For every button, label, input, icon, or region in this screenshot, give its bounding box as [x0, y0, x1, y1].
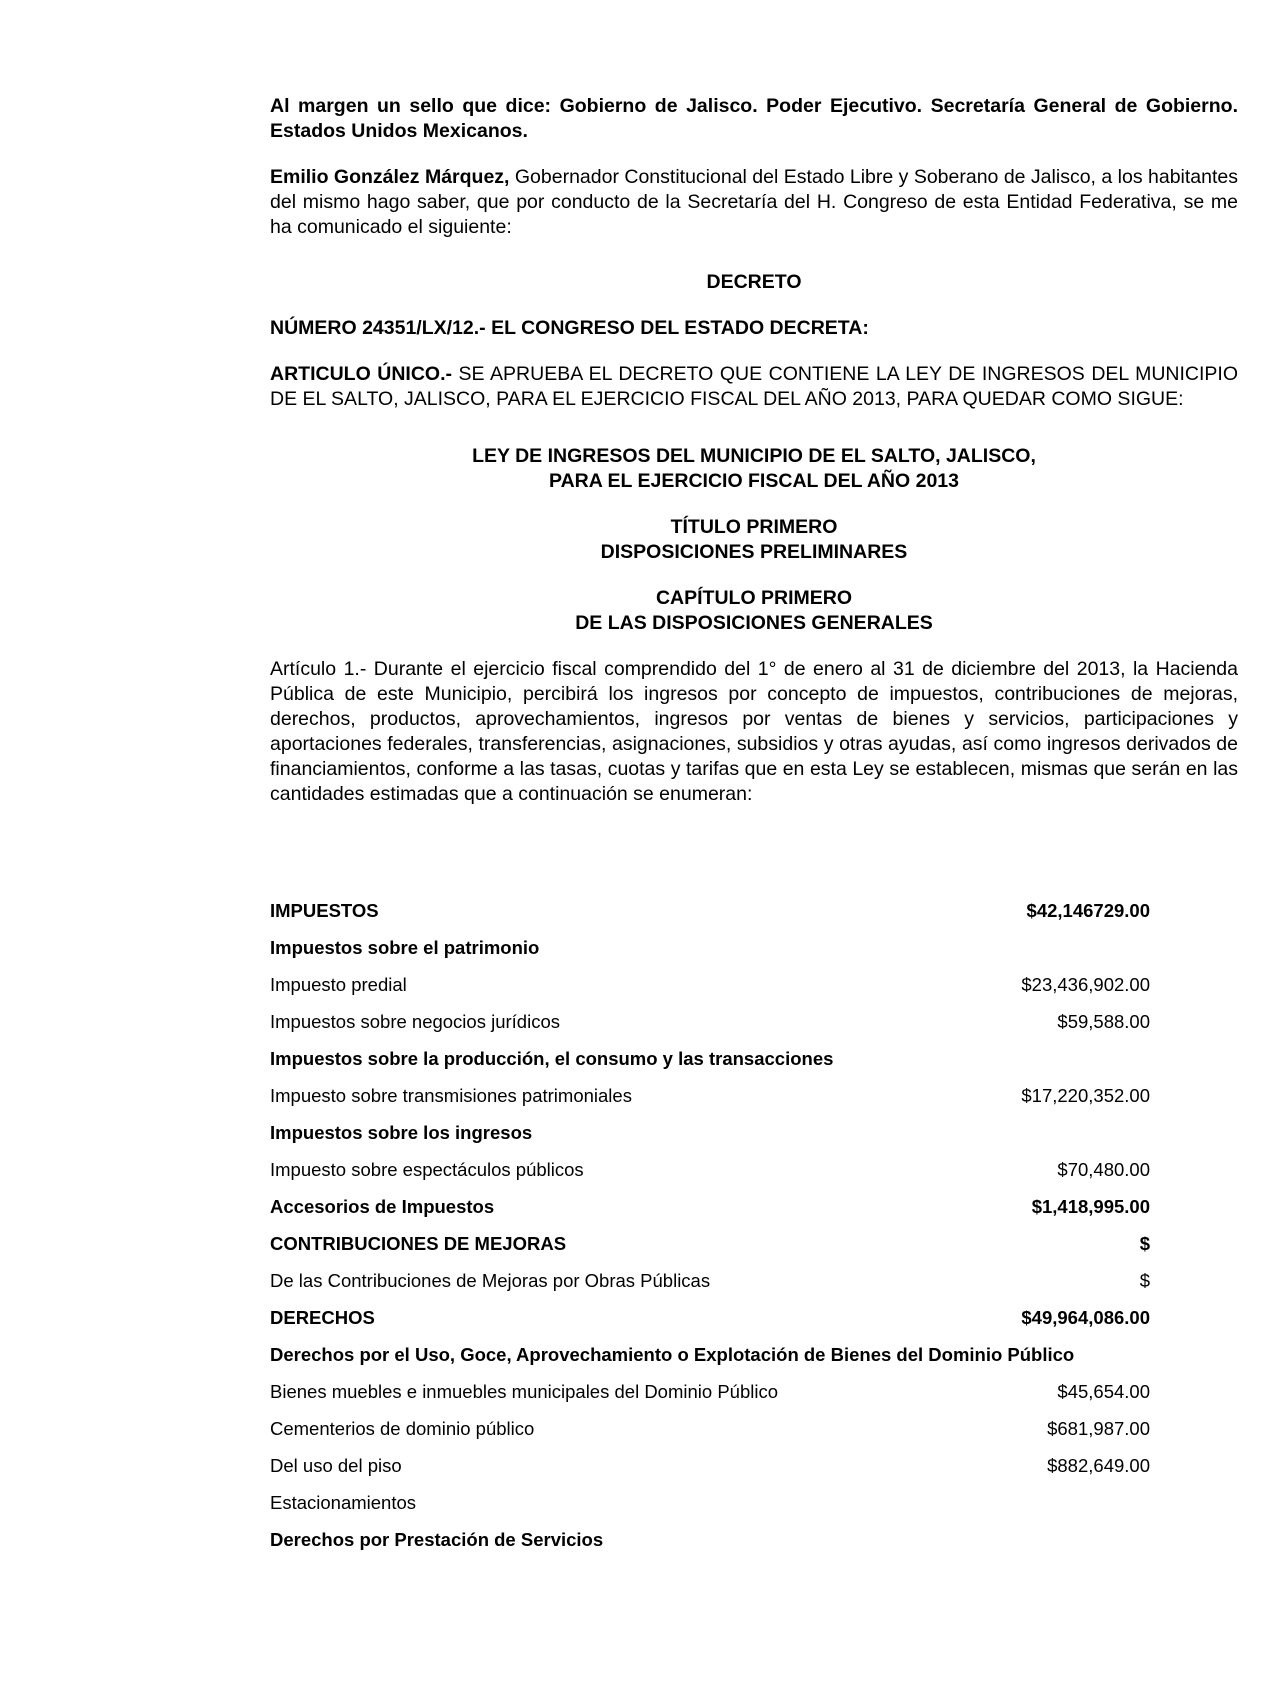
row-amount: $	[1139, 1233, 1150, 1254]
row-amount: $70,480.00	[1057, 1159, 1150, 1180]
article-unique	[270, 362, 1238, 412]
row-label: Derechos por el Uso, Goce, Aprovechamiento o Explotación de Bienes del Dominio Público	[270, 1344, 1075, 1365]
row-amount: $17,220,352.00	[1021, 1085, 1150, 1106]
table-row	[270, 935, 1150, 972]
row-amount: $49,964,086.00	[1021, 1307, 1150, 1328]
governor-text: Gobernador Constitucional del Estado Libre y Soberano de Jalisco, a los habitantes del mismo hago saber, que por conducto de la Secretaría del H. Congreso de esta Entidad Federativa, se me ha comunicado el siguiente:	[270, 166, 1238, 238]
table-row	[270, 1231, 1150, 1268]
article-unique-text: SE APRUEBA EL DECRETO QUE CONTIENE LA LEY DE INGRESOS DEL MUNICIPIO DE EL SALTO, JALISCO, PARA EL EJERCICIO FISCAL DEL AÑO 2013, PARA QUEDAR COMO SIGUE:	[270, 363, 1238, 410]
row-label: DERECHOS	[270, 1307, 375, 1328]
row-label: Impuestos sobre la producción, el consumo y las transacciones	[270, 1048, 834, 1069]
row-label: IMPUESTOS	[270, 900, 379, 921]
law-title-line1: LEY DE INGRESOS DEL MUNICIPIO DE EL SALTO, JALISCO,	[472, 445, 1036, 467]
row-label: Impuestos sobre negocios jurídicos	[270, 1011, 560, 1032]
row-label: Del uso del piso	[270, 1455, 402, 1476]
row-amount: $45,654.00	[1057, 1381, 1150, 1402]
table-row	[270, 1305, 1150, 1342]
seal-notice: Al margen un sello que dice: Gobierno de Jalisco. Poder Ejecutivo. Secretaría General de Gobierno. Estados Unidos Mexicanos.	[270, 95, 1238, 142]
row-amount: $59,588.00	[1057, 1011, 1150, 1032]
row-amount: $681,987.00	[1047, 1418, 1150, 1439]
table-row	[270, 972, 1150, 1009]
table-row	[270, 1490, 1150, 1527]
row-amount: $	[1139, 1270, 1150, 1291]
document-body	[270, 94, 1238, 807]
table-row	[270, 1009, 1150, 1046]
row-label: Impuestos sobre los ingresos	[270, 1122, 533, 1143]
row-label: Accesorios de Impuestos	[270, 1196, 495, 1217]
row-label: Impuesto sobre transmisiones patrimoniales	[270, 1085, 632, 1106]
decree-title: DECRETO	[706, 271, 802, 293]
chapter-line1: CAPÍTULO PRIMERO	[655, 587, 853, 609]
article-unique-label: ARTICULO ÚNICO.-	[270, 363, 453, 385]
chapter-line2: DE LAS DISPOSICIONES GENERALES	[575, 612, 933, 634]
table-row	[270, 1453, 1150, 1490]
row-amount: $23,436,902.00	[1021, 974, 1150, 995]
row-label: De las Contribuciones de Mejoras por Obras Públicas	[270, 1270, 711, 1291]
table-row	[270, 1194, 1150, 1231]
table-row	[270, 1120, 1150, 1157]
row-amount: $1,418,995.00	[1031, 1196, 1150, 1217]
law-title-line2: PARA EL EJERCICIO FISCAL DEL AÑO 2013	[549, 470, 959, 492]
table-row	[270, 1157, 1150, 1194]
row-label: CONTRIBUCIONES DE MEJORAS	[270, 1233, 567, 1254]
row-label: Derechos por Prestación de Servicios	[270, 1529, 604, 1550]
row-label: Impuesto sobre espectáculos públicos	[270, 1159, 584, 1180]
row-label: Impuesto predial	[270, 974, 407, 995]
table-row	[270, 1416, 1150, 1453]
table-row	[270, 1268, 1150, 1305]
table-row	[270, 1379, 1150, 1416]
row-label: Impuestos sobre el patrimonio	[270, 937, 540, 958]
table-row	[270, 1083, 1150, 1120]
title-line2: DISPOSICIONES PRELIMINARES	[600, 541, 908, 563]
row-label: Cementerios de dominio público	[270, 1418, 535, 1439]
decree-number: NÚMERO 24351/LX/12.- EL CONGRESO DEL ESTADO DECRETA:	[270, 317, 869, 339]
row-label: Bienes muebles e inmuebles municipales del Dominio Público	[270, 1381, 778, 1402]
row-label: Estacionamientos	[270, 1492, 417, 1513]
table-row	[270, 1046, 1150, 1083]
governor-name: Emilio González Márquez,	[270, 166, 510, 188]
article-1: Artículo 1.- Durante el ejercicio fiscal comprendido del 1° de enero al 31 de diciembre del 2013, la Hacienda Pública de este Municipio, percibirá los ingresos por concepto de impuestos, contribuciones de mejoras, derechos, productos, aprovechamientos, ingresos por ventas de bienes y servicios, participaciones y aportaciones federales, transferencias, asignaciones, subsidios y otras ayudas, así como ingresos derivados de financiamientos, conforme a las tasas, cuotas y tarifas que en esta Ley se establecen, mismas que serán en las cantidades estimadas que a continuación se enumeran:	[270, 658, 1238, 805]
row-amount: $882,649.00	[1047, 1455, 1150, 1476]
governor-paragraph	[270, 165, 1238, 240]
table-row	[270, 1342, 1150, 1379]
table-row	[270, 898, 1150, 935]
row-amount: $42,146729.00	[1026, 900, 1150, 921]
title-line1: TÍTULO PRIMERO	[670, 516, 838, 538]
table-row	[270, 1527, 1150, 1564]
income-table	[270, 898, 1150, 1564]
